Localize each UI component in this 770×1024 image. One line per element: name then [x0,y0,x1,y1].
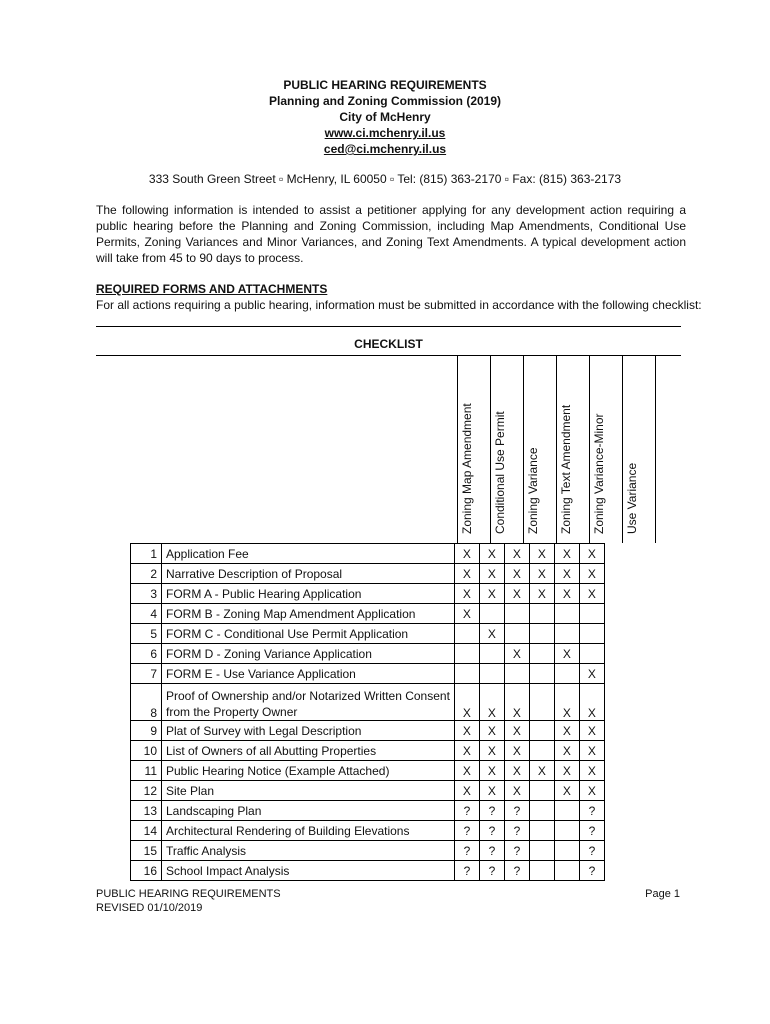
row-mark: X [504,781,529,801]
row-mark: X [479,544,504,564]
row-mark: X [554,721,579,741]
row-mark [504,624,529,644]
row-mark: ? [454,841,479,861]
row-mark: ? [504,861,529,881]
row-mark: X [504,644,529,664]
checklist-title: CHECKLIST [354,337,423,351]
row-mark: X [554,584,579,604]
row-mark: X [504,564,529,584]
column-divider [589,356,590,543]
row-number: 1 [131,544,162,564]
row-mark: X [479,684,504,721]
row-item [162,684,455,721]
row-mark: X [529,761,554,781]
row-mark: X [454,584,479,604]
row-mark [529,841,554,861]
row-mark: X [454,604,479,624]
website-link[interactable]: www.ci.mchenry.il.us [324,126,446,140]
row-mark: X [479,564,504,584]
row-item-line2: from the Property Owner [166,705,298,719]
table-row [131,584,605,604]
row-number: 16 [131,861,162,881]
checklist-header-rule [96,355,681,356]
row-mark [554,821,579,841]
row-mark: X [504,584,529,604]
column-header-label: Zoning Variance [526,447,540,534]
city-name: City of McHenry [339,110,431,124]
column-header-label: Zoning Variance-Minor [592,413,606,534]
column-header-5 [589,360,621,540]
row-mark [579,644,604,664]
column-header-1 [457,360,489,540]
row-mark: X [579,761,604,781]
footer-title: PUBLIC HEARING REQUIREMENTS [96,888,281,900]
row-mark [579,604,604,624]
row-mark [529,801,554,821]
row-item: Plat of Survey with Legal Description [162,721,455,741]
table-row [131,761,605,781]
column-header-2 [490,360,522,540]
row-mark: X [479,721,504,741]
document-title: PUBLIC HEARING REQUIREMENTS [283,78,487,92]
table-row [131,684,605,721]
row-item: FORM B - Zoning Map Amendment Application [162,604,455,624]
row-mark [554,664,579,684]
row-mark: X [554,644,579,664]
row-mark: X [479,761,504,781]
column-header-label: Use Variance [625,462,639,534]
row-mark: X [454,684,479,721]
row-mark: X [454,564,479,584]
row-mark: X [579,684,604,721]
column-header-3 [523,360,555,540]
column-divider [490,356,491,543]
row-mark: X [504,721,529,741]
row-number: 12 [131,781,162,801]
row-number: 9 [131,721,162,741]
row-mark [529,664,554,684]
row-number: 7 [131,664,162,684]
column-divider [523,356,524,543]
table-row [131,544,605,564]
row-mark: ? [504,801,529,821]
table-row [131,664,605,684]
row-mark: X [579,584,604,604]
row-mark: ? [454,861,479,881]
row-mark [454,664,479,684]
column-header-label: Conditional Use Permit [493,411,507,534]
section-description: For all actions requiring a public hearing, information must be submitted in accordance with the following checklist: [96,298,702,312]
row-mark [529,821,554,841]
row-mark: X [579,564,604,584]
row-mark: X [504,684,529,721]
row-mark: X [504,544,529,564]
row-item: Public Hearing Notice (Example Attached) [162,761,455,781]
row-mark [529,644,554,664]
row-mark: X [554,741,579,761]
row-mark: X [479,584,504,604]
row-mark [529,861,554,881]
row-item: School Impact Analysis [162,861,455,881]
intro-paragraph: The following information is intended to assist a petitioner applying for any development action requiring a public hearing before the Planning and Zoning Commission, including Map Amendments, Conditional Use Permits, Zoning Variances and Minor Variances, and Zoning Text Amendments. A typical development action will take from 45 to 90 days to process. [96,203,686,265]
row-number: 4 [131,604,162,624]
row-item: FORM A - Public Hearing Application [162,584,455,604]
row-mark [529,624,554,644]
table-row [131,721,605,741]
row-mark: ? [579,801,604,821]
row-mark: X [454,781,479,801]
row-mark: X [479,624,504,644]
row-number: 5 [131,624,162,644]
column-divider [556,356,557,543]
row-number: 2 [131,564,162,584]
row-mark: X [479,741,504,761]
column-divider [655,356,656,543]
row-number: 14 [131,821,162,841]
row-mark [554,841,579,861]
row-number: 3 [131,584,162,604]
email-link[interactable]: ced@ci.mchenry.il.us [323,142,447,156]
row-mark: ? [579,821,604,841]
row-mark: ? [479,861,504,881]
row-mark [554,624,579,644]
row-mark: X [554,544,579,564]
row-mark: ? [479,841,504,861]
address-line: 333 South Green Street ▫ McHenry, IL 60050 ▫ Tel: (815) 363-2170 ▫ Fax: (815) 363-2173 [148,172,622,186]
row-mark [579,624,604,644]
footer-revised: REVISED 01/10/2019 [96,902,203,914]
row-mark: X [554,761,579,781]
row-mark: ? [479,821,504,841]
row-mark [554,861,579,881]
table-row [131,624,605,644]
row-item: Site Plan [162,781,455,801]
table-row [131,604,605,624]
row-item: FORM C - Conditional Use Permit Application [162,624,455,644]
row-mark: ? [504,841,529,861]
row-mark: ? [504,821,529,841]
column-divider [457,356,458,543]
section-title: REQUIRED FORMS AND ATTACHMENTS [96,282,328,296]
row-item: FORM D - Zoning Variance Application [162,644,455,664]
row-mark: ? [479,801,504,821]
row-mark [454,624,479,644]
table-row [131,741,605,761]
row-item: Traffic Analysis [162,841,455,861]
row-mark [554,801,579,821]
row-mark: X [529,544,554,564]
row-item: List of Owners of all Abutting Properties [162,741,455,761]
row-mark: X [454,741,479,761]
row-mark: X [479,781,504,801]
row-mark: X [454,761,479,781]
row-mark [529,604,554,624]
row-mark [504,664,529,684]
row-number: 11 [131,761,162,781]
row-item-line1: Proof of Ownership and/or Notarized Written Consent [166,689,450,703]
table-row [131,781,605,801]
table-row [131,821,605,841]
row-mark: ? [579,861,604,881]
row-mark [479,664,504,684]
row-item: Architectural Rendering of Building Elevations [162,821,455,841]
row-mark: X [579,721,604,741]
column-divider [622,356,623,543]
row-number: 10 [131,741,162,761]
row-mark [529,721,554,741]
footer-left [96,887,281,915]
row-mark: X [554,684,579,721]
row-mark [554,604,579,624]
row-number: 6 [131,644,162,664]
row-item: Landscaping Plan [162,801,455,821]
page-number: Page 1 [645,888,680,900]
row-item: Narrative Description of Proposal [162,564,455,584]
row-mark [479,604,504,624]
row-number: 13 [131,801,162,821]
row-mark: X [529,584,554,604]
column-header-4 [556,360,588,540]
column-header-label: Zoning Map Amendment [460,403,474,534]
row-mark: X [554,781,579,801]
row-mark: X [504,741,529,761]
row-mark [529,684,554,721]
row-mark: X [579,544,604,564]
row-mark [479,644,504,664]
row-mark: X [529,564,554,584]
checklist-top-rule [96,326,681,327]
row-mark: X [579,741,604,761]
row-mark: ? [579,841,604,861]
row-mark: X [554,564,579,584]
table-row [131,801,605,821]
row-mark [529,741,554,761]
row-number: 8 [131,684,162,721]
row-mark [529,781,554,801]
row-mark: X [454,721,479,741]
row-mark: ? [454,801,479,821]
row-mark: X [579,781,604,801]
row-item: FORM E - Use Variance Application [162,664,455,684]
row-mark: X [454,544,479,564]
table-row [131,841,605,861]
row-item: Application Fee [162,544,455,564]
row-mark: ? [454,821,479,841]
row-mark [454,644,479,664]
checklist-table [130,543,605,881]
table-row [131,564,605,584]
document-subtitle: Planning and Zoning Commission (2019) [268,94,502,108]
table-row [131,644,605,664]
table-row [131,861,605,881]
row-mark [504,604,529,624]
column-header-label: Zoning Text Amendment [559,404,573,534]
column-header-6 [622,360,654,540]
row-number: 15 [131,841,162,861]
row-mark: X [504,761,529,781]
row-mark: X [579,664,604,684]
